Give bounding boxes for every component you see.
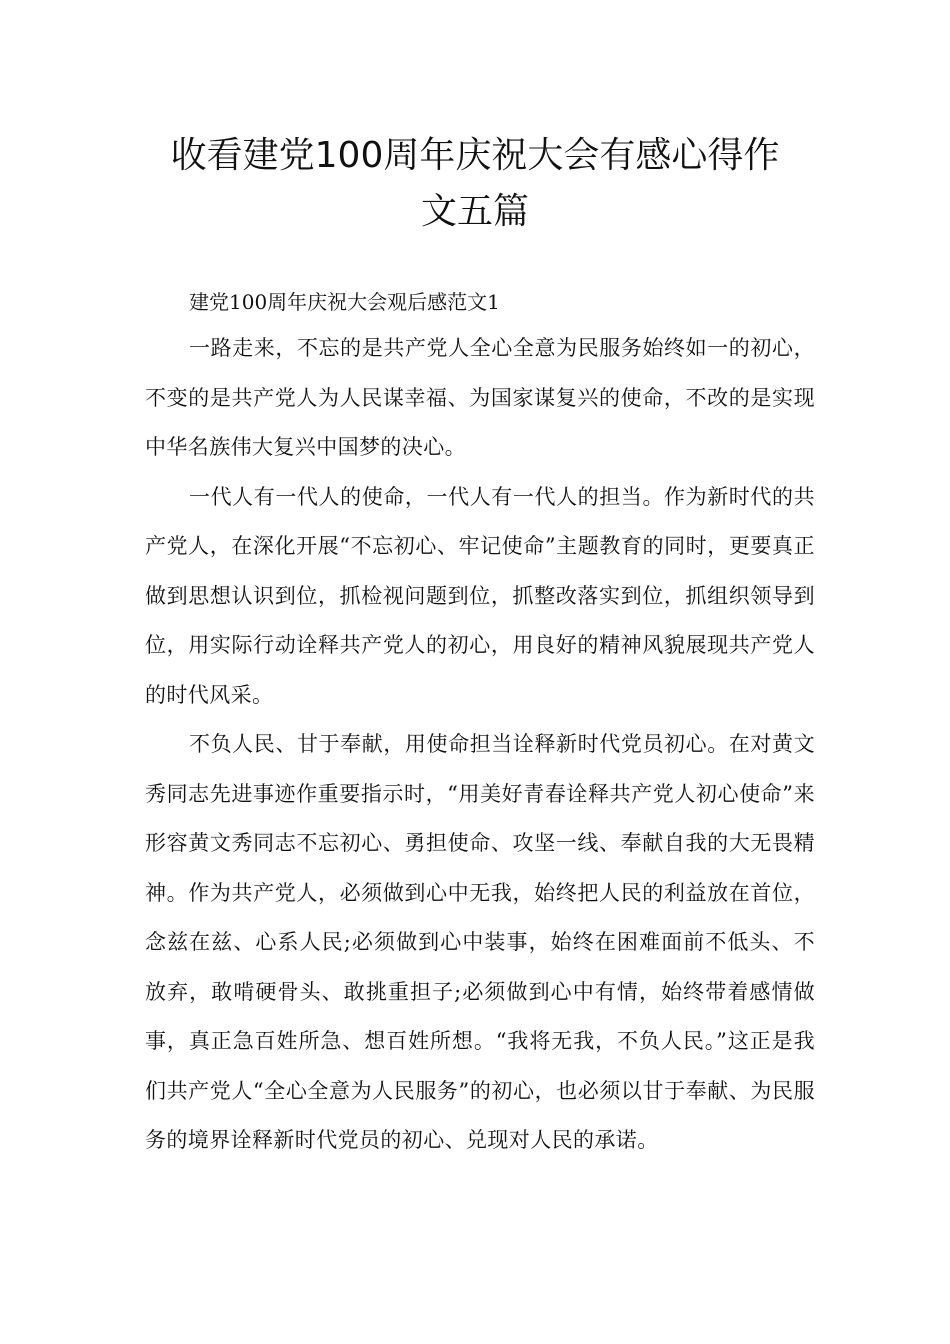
paragraph: 一路走来，不忘的是共产党人全心全意为民服务始终如一的初心，不变的是共产党人为人民谋幸福、为国家谋复兴的使命，不改的是实现中华名族伟大复兴中国梦的决心。: [145, 336, 815, 459]
paragraph: 不负人民、甘于奉献，用使命担当诠释新时代党员初心。在对黄文秀同志先进事迹作重要指示时，“用美好青春诠释共产党人初心使命”来形容黄文秀同志不忘初心、勇担使命、攻坚一线、奉献自我的大无畏精神。作为共产党人，必须做到心中无我，始终把人民的利益放在首位，念兹在兹、心系人民;必须做到心中装事，始终在困难面前不低头、不放弃，敢啃硬骨头、敢挑重担子;必须做到心中有情，始终带着感情做事，真正急百姓所急、想百姓所想。“我将无我，不负人民。”这正是我们共产党人“全心全意为人民服务”的初心，也必须以甘于奉献、为民服务的境界诠释新时代党员的初心、兑现对人民的承诺。: [145, 732, 815, 1152]
document-title: [120, 128, 830, 240]
title-line-2: 文五篇: [420, 191, 529, 232]
title-line-1: 收看建党100周年庆祝大会有感心得作: [170, 135, 780, 176]
paragraph: 一代人有一代人的使命，一代人有一代人的担当。作为新时代的共产党人，在深化开展“不忘初心、牢记使命”主题教育的同时，更要真正做到思想认识到位，抓检视问题到位，抓整改落实到位，抓组织领导到位，用实际行动诠释共产党人的初心，用良好的精神风貌展现共产党人的时代风采。: [145, 484, 815, 707]
document-body: [145, 280, 815, 1166]
section-heading: 建党100周年庆祝大会观后感范文1: [189, 290, 500, 314]
